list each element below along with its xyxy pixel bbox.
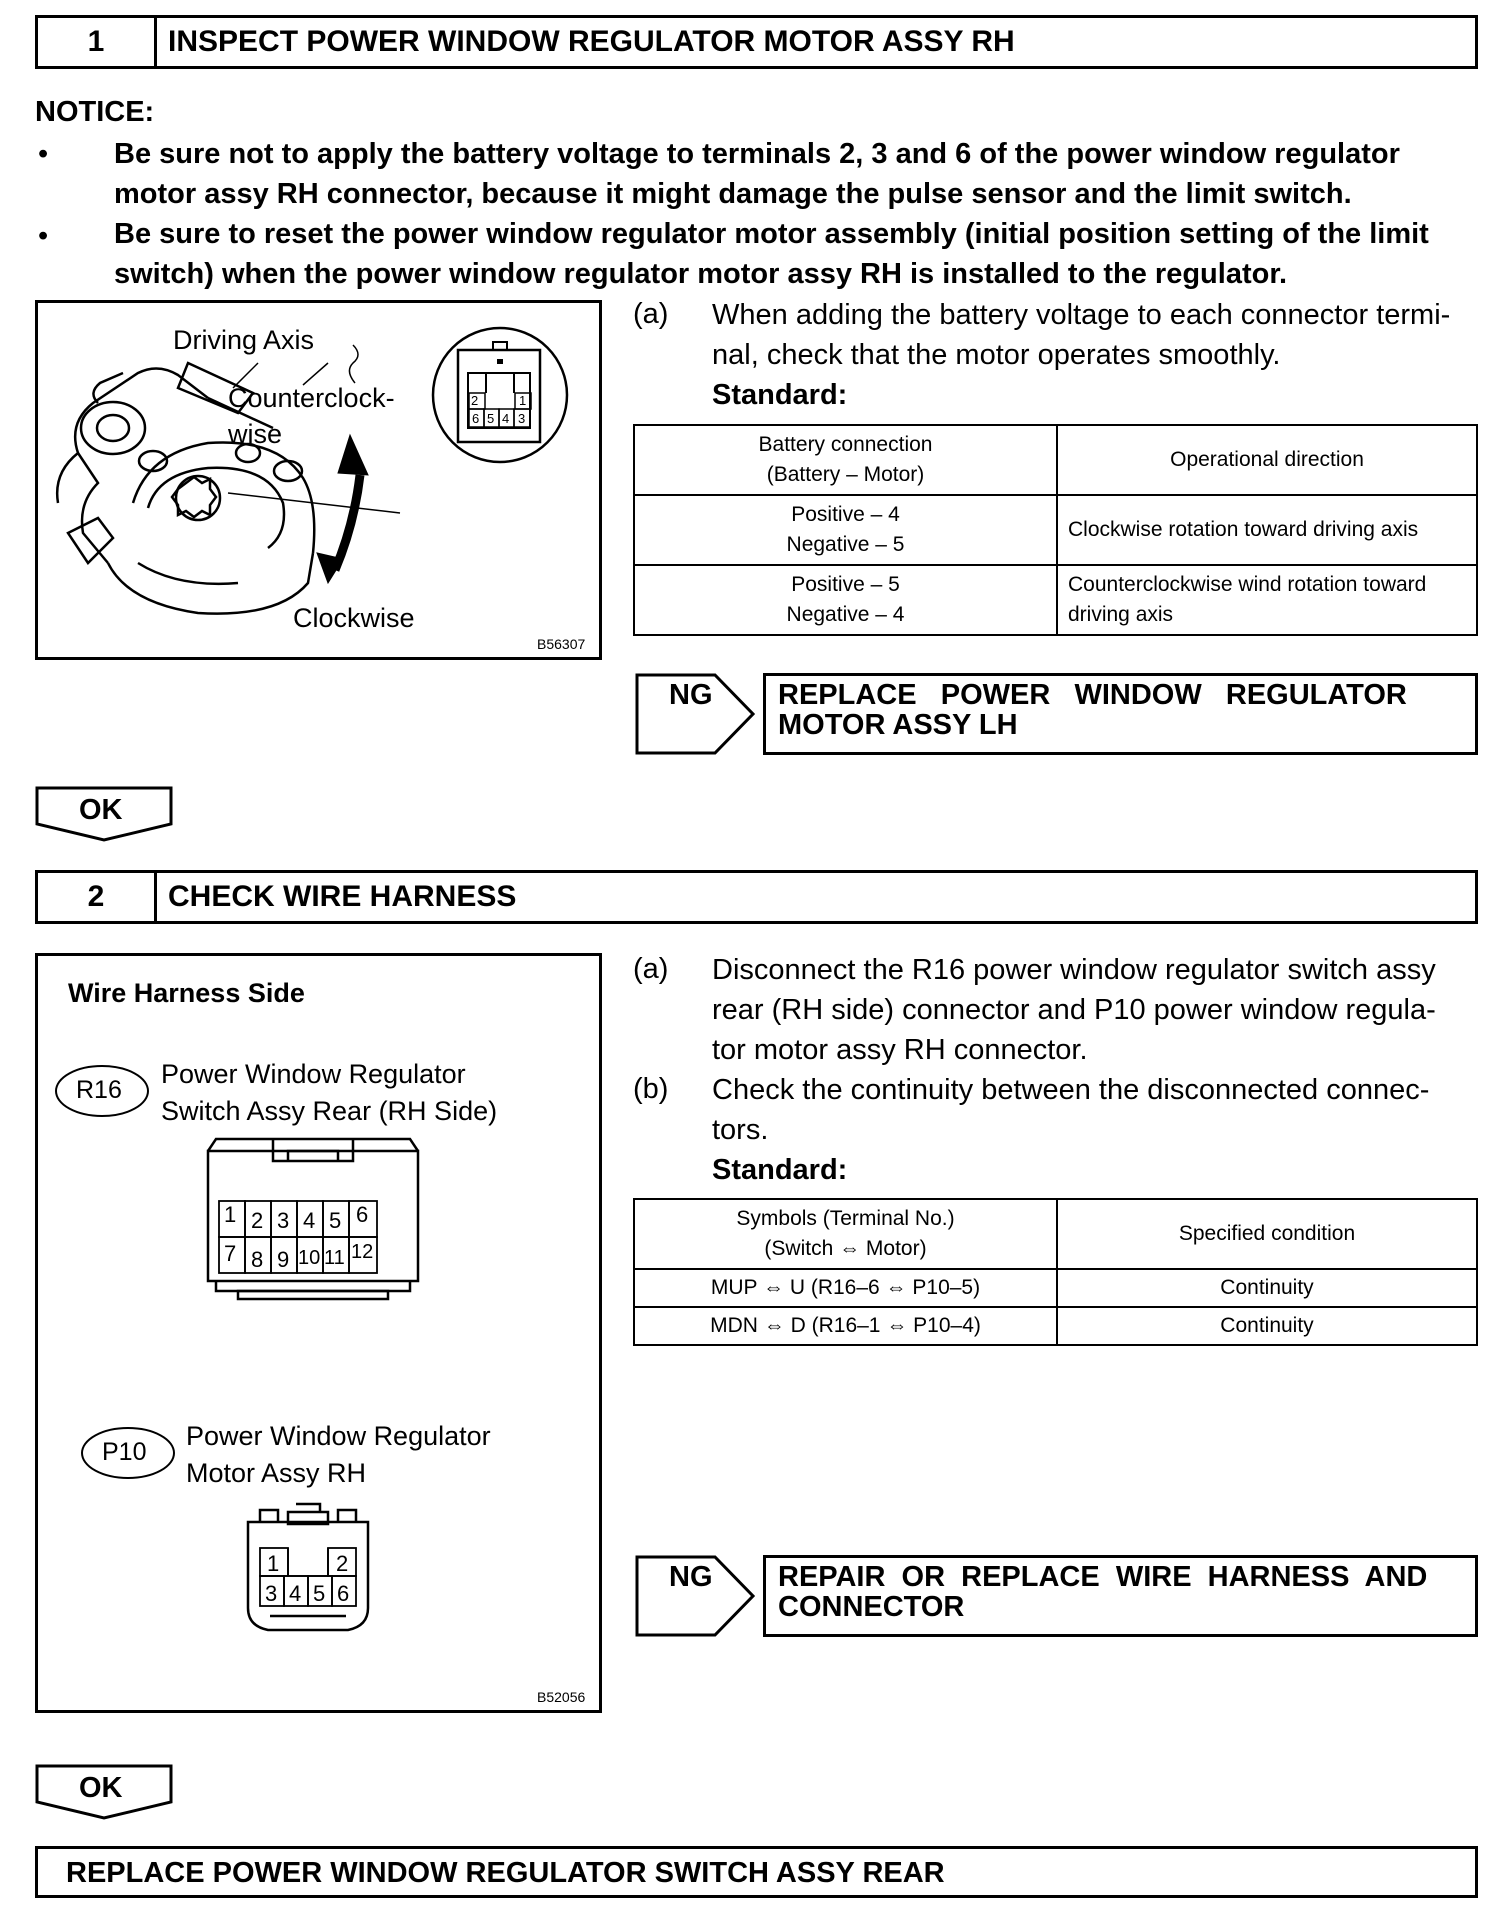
p10-name-line-2: Motor Assy RH — [186, 1458, 367, 1488]
step2-ng-action-line-2: CONNECTOR — [778, 1591, 965, 1623]
step2-instruction-a-line-1: Disconnect the R16 power window regulator switch assy — [712, 954, 1436, 986]
notice-bullet-1: • — [38, 138, 49, 170]
row1-direction: Clockwise rotation toward driving axis — [1057, 495, 1477, 565]
r16-pin: 6 — [356, 1202, 369, 1227]
label-counterclockwise-2: wise — [228, 419, 283, 449]
step1-ng-action — [763, 673, 1478, 755]
step2-standard-label: Standard: — [712, 1154, 848, 1186]
step2-title: CHECK WIRE HARNESS — [168, 880, 517, 913]
r16-code: R16 — [76, 1076, 122, 1104]
r16-pin: 10 — [298, 1247, 321, 1269]
step1-ok-indicator — [35, 786, 173, 842]
row2-connection-line-1: Positive – 5 — [791, 573, 900, 596]
step2-instruction-a-line-3: tor motor assy RH connector. — [712, 1034, 1088, 1066]
r16-pin: 1 — [224, 1202, 237, 1227]
r16-pin: 8 — [251, 1247, 264, 1272]
header-operational-direction: Operational direction — [1057, 425, 1477, 495]
table-row — [634, 495, 1477, 565]
step2-ng-action-line-1: REPAIR OR REPLACE WIRE HARNESS AND — [778, 1561, 1428, 1593]
step1-title: INSPECT POWER WINDOW REGULATOR MOTOR ASSY RH — [168, 25, 1015, 58]
step1-instruction-label: (a) — [633, 298, 669, 330]
final-action-title: REPLACE POWER WINDOW REGULATOR SWITCH ASSY REAR — [66, 1857, 945, 1889]
p10-code: P10 — [102, 1438, 147, 1466]
r16-pin: 9 — [277, 1247, 290, 1272]
p10-pin: 1 — [267, 1551, 280, 1576]
label-driving-axis: Driving Axis — [173, 325, 315, 355]
step1-ok-label: OK — [79, 794, 123, 826]
connector1-pin-2: 2 — [471, 393, 479, 408]
step1-number: 1 — [38, 18, 157, 66]
header-specified-condition: Specified condition — [1057, 1199, 1477, 1269]
header-symbols — [634, 1199, 1057, 1269]
row2-connection-line-2: Negative – 4 — [786, 603, 905, 626]
label-counterclockwise-1: Counterclock- — [228, 383, 395, 413]
step1-instruction-line-2: nal, check that the motor operates smoothly. — [712, 339, 1281, 371]
connector1-pin-1: 1 — [519, 393, 527, 408]
step1-ng-action-line-1: REPLACE POWER WINDOW REGULATOR — [778, 679, 1407, 711]
r16-name-line-2: Switch Assy Rear (RH Side) — [161, 1096, 498, 1126]
step2-instruction-b-label: (b) — [633, 1073, 669, 1105]
header-battery-connection-line-1: Battery connection — [758, 433, 933, 456]
step1-instruction-line-1: When adding the battery voltage to each connector termi- — [712, 299, 1451, 331]
step2-ok-label: OK — [79, 1772, 123, 1804]
r16-pin: 3 — [277, 1208, 290, 1233]
label-clockwise: Clockwise — [293, 603, 415, 633]
p10-pin: 4 — [289, 1581, 302, 1606]
header-battery-connection — [634, 425, 1057, 495]
figure1-id: B56307 — [537, 636, 586, 652]
table-row — [634, 565, 1477, 635]
continuity-table — [633, 1198, 1478, 1346]
p10-pin: 6 — [337, 1581, 350, 1606]
header-symbols-line-2: (Switch ⇔ Motor) — [764, 1237, 927, 1260]
wire-harness-heading: Wire Harness Side — [68, 978, 305, 1008]
row1-connection — [634, 495, 1057, 565]
notice-label: NOTICE: — [35, 96, 155, 128]
notice-bullet-2: • — [38, 220, 49, 252]
connector1-pin-6: 6 — [472, 411, 480, 426]
r16-pin: 4 — [303, 1208, 316, 1233]
table-row — [634, 1269, 1477, 1307]
step1-ng-label: NG — [669, 679, 713, 711]
step2-instruction-a-line-2: rear (RH side) connector and P10 power window regula- — [712, 994, 1436, 1026]
connector1-pin-5: 5 — [487, 411, 495, 426]
p10-pin: 3 — [265, 1581, 278, 1606]
r16-pin: 7 — [224, 1241, 237, 1266]
row2-direction-line-1: Counterclockwise wind rotation toward — [1068, 573, 1427, 596]
step1-standard-label: Standard: — [712, 379, 848, 411]
r16-pin: 5 — [329, 1208, 342, 1233]
step2-ok-indicator — [35, 1764, 173, 1820]
r16-pin: 11 — [324, 1247, 345, 1269]
p10-pin: 2 — [336, 1551, 349, 1576]
table-row — [634, 1307, 1477, 1345]
r16-pin: 2 — [251, 1208, 264, 1233]
notice-2-line-2: switch) when the power window regulator motor assy RH is installed to the regulator. — [114, 258, 1288, 290]
row2-condition: Continuity — [1057, 1307, 1477, 1345]
step2-ng-indicator — [635, 1555, 755, 1637]
row1-connection-line-1: Positive – 4 — [791, 503, 900, 526]
header-symbols-line-1: Symbols (Terminal No.) — [736, 1207, 955, 1230]
step2-instruction-b-line-1: Check the continuity between the disconnected connec- — [712, 1074, 1430, 1106]
figure2-id: B52056 — [537, 1689, 586, 1705]
row1-symbols: MUP ⇔ U (R16–6 ⇔ P10–5) — [634, 1269, 1057, 1307]
table-header-row — [634, 1199, 1477, 1269]
wire-harness-figure — [35, 953, 602, 1713]
motor-figure — [35, 300, 602, 660]
step2-header — [35, 870, 1478, 924]
step2-ng-action — [763, 1555, 1478, 1637]
connector1-pin-4: 4 — [502, 411, 510, 426]
row2-direction-line-2: driving axis — [1068, 603, 1174, 626]
header-battery-connection-line-2: (Battery – Motor) — [766, 463, 925, 486]
notice-2-line-1: Be sure to reset the power window regulator motor assembly (initial position setting of the limit — [114, 218, 1429, 250]
notice-1-line-2: motor assy RH connector, because it might damage the pulse sensor and the limit switch. — [114, 178, 1352, 210]
p10-name-line-1: Power Window Regulator — [186, 1421, 491, 1451]
r16-pin: 12 — [351, 1241, 374, 1263]
notice-1-line-1: Be sure not to apply the battery voltage to terminals 2, 3 and 6 of the power window regulator — [114, 138, 1400, 170]
table-header-row — [634, 425, 1477, 495]
battery-connection-table — [633, 424, 1478, 636]
final-action — [35, 1846, 1478, 1898]
p10-pin: 5 — [313, 1581, 326, 1606]
row2-symbols: MDN ⇔ D (R16–1 ⇔ P10–4) — [634, 1307, 1057, 1345]
connector1-pin-3: 3 — [518, 411, 526, 426]
row2-connection — [634, 565, 1057, 635]
step2-number: 2 — [38, 873, 157, 921]
row1-connection-line-2: Negative – 5 — [786, 533, 905, 556]
step2-ng-label: NG — [669, 1561, 713, 1593]
step2-instruction-b-line-2: tors. — [712, 1114, 769, 1146]
step1-ng-indicator — [635, 673, 755, 755]
step1-ng-action-line-2: MOTOR ASSY LH — [778, 709, 1018, 741]
row2-direction — [1057, 565, 1477, 635]
row1-condition: Continuity — [1057, 1269, 1477, 1307]
step2-instruction-a-label: (a) — [633, 953, 669, 985]
step1-header — [35, 15, 1478, 69]
r16-name-line-1: Power Window Regulator — [161, 1059, 466, 1089]
